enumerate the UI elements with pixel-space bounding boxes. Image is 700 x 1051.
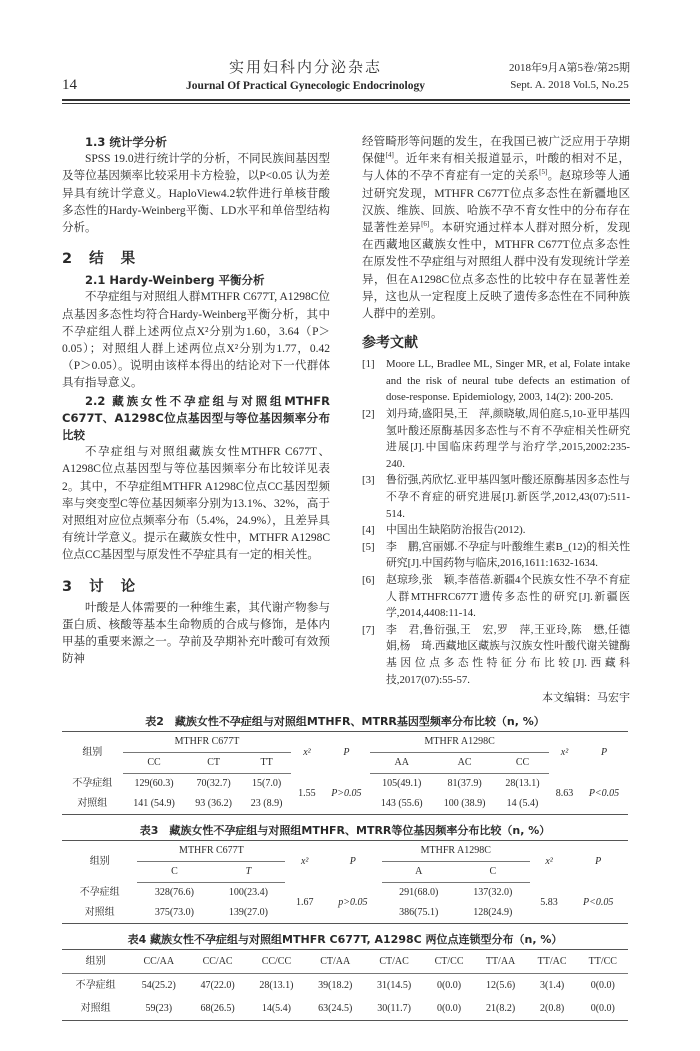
table-title: 表4 藏族女性不孕症组与对照组MTHFR C677T, A1298C 两位点连锁型分布（n, %） xyxy=(127,933,563,947)
table-row xyxy=(62,774,628,795)
journal-title-cn: 实用妇科内分泌杂志 xyxy=(228,60,382,76)
table-cell: 328(76.6) xyxy=(154,887,194,899)
row-group-label: 不孕症组 xyxy=(72,777,113,789)
table-cell: 14 (5.4) xyxy=(506,798,539,810)
section-2-title: 2 结 果 xyxy=(62,251,142,268)
table-cell: 3(1.4) xyxy=(539,979,565,991)
column-header: CT/AA xyxy=(306,950,365,974)
reference-number: [3] xyxy=(362,474,375,487)
section-1-3-title: 1.3 统计学分析 xyxy=(85,135,167,149)
table-cell: 0(0.0) xyxy=(436,1002,462,1014)
table-cell: 30(11.7) xyxy=(377,1002,411,1014)
reference-text: 刘丹琦,盛阳昊,王 萍,颜晓敏,周伯庭.5,10-亚甲基四氢叶酸还原酶基因多态性与不育不孕症相关性研究进展[J].中国临床药理学与治疗学,2015,2002:235-240. xyxy=(386,408,630,470)
table-cell: 100(23.4) xyxy=(228,887,269,899)
table-cell: 15(7.0) xyxy=(252,778,282,790)
p-value: P<0.05 xyxy=(582,896,614,908)
table-cell: 137(32.0) xyxy=(473,887,513,899)
table-2 xyxy=(62,714,628,815)
table-grid xyxy=(62,840,628,924)
reference-text: 鲁衍强,芮欣忆.亚甲基四氢叶酸还原酶基因多态性与不孕不育症的研究进展[J].新医学,2012,43(07):511-514. xyxy=(386,474,630,520)
table-cell: 14(5.4) xyxy=(261,1002,292,1014)
column-header: TT/CC xyxy=(578,950,628,974)
table-cell: 375(73.0) xyxy=(154,907,194,919)
reference-item xyxy=(362,572,630,622)
column-header-locus: MTHFR A1298C xyxy=(382,841,530,862)
column-header-chi-square: x² xyxy=(303,746,311,758)
table-cell: 0(0.0) xyxy=(590,979,615,991)
reference-item xyxy=(362,539,630,572)
reference-item xyxy=(362,522,630,539)
table-header-row xyxy=(62,950,628,974)
references-title: 参考文献 xyxy=(362,335,418,352)
reference-list xyxy=(362,356,630,688)
column-header-chi-square: x² xyxy=(545,855,553,867)
table-cell: 59(23) xyxy=(145,1002,173,1014)
reference-text: 赵琼珍,张 颖,李蓓蓓.新疆4个民族女性不孕不育症人群MTHFRC677T遗传多态性的研究[J].新疆医学,2014,4408:11-14. xyxy=(386,573,630,620)
row-group-label: 不孕症组 xyxy=(79,886,120,898)
column-header-p: P xyxy=(600,746,608,758)
running-header xyxy=(62,58,630,101)
column-header: TT/AC xyxy=(527,950,578,974)
section-3-paragraph: 叶酸是人体需要的一种维生素，其代谢产物参与蛋白质、核酸等基本生命物质的合成与修饰，是体内甲基的重要来源之一。孕前及孕期补充叶酸可有效预防神 xyxy=(62,601,330,666)
column-header-genotype: AA xyxy=(370,753,433,774)
table-header-row xyxy=(62,841,628,862)
table-cell: 21(8.2) xyxy=(485,1002,516,1014)
column-header: TT/AA xyxy=(475,950,527,974)
table-cell: 139(27.0) xyxy=(228,907,269,919)
section-2-1-paragraph: 不孕症组与对照组人群MTHFR C677T, A1298C位点基因多态性均符合Hardy-Weinberg平衡分析，其中不孕症组人群上述两位点X²分别为1.60，3.64（P＞0.05）；对照组人群上述两位点X²分别为1.77，0.42（P＞0.05）。说明由该样本得出的结论对下一代群体具有指导意义。 xyxy=(62,291,330,390)
reference-item xyxy=(362,622,630,688)
text: 经管畸形等问题的发生，在我国已被广泛应用于孕期保健 xyxy=(362,136,630,166)
reference-text: 李 君,鲁衍强,王 宏,罗 萍,王亚玲,陈 懋,任德娟,杨 琦.西藏地区藏族与汉族女性叶酸代谢关键酶基因位点多态性特征分布比较[J].西藏科技,2017(07):55-57. xyxy=(386,623,630,686)
header-rule-thin xyxy=(62,103,630,104)
table-cell: 70(32.7) xyxy=(196,778,231,790)
table-cell: 31(14.5) xyxy=(377,979,412,991)
row-group-label: 对照组 xyxy=(84,907,115,919)
table-row xyxy=(62,974,628,998)
reference-number: [6] xyxy=(362,573,375,586)
column-header-chi-square: x² xyxy=(560,746,569,758)
table-cell: 129(60.3) xyxy=(134,778,174,790)
chi-square-value: 1.67 xyxy=(295,896,314,908)
reference-number: [4] xyxy=(362,524,375,537)
table-cell: 141 (54.9) xyxy=(133,798,175,810)
journal-title-block xyxy=(102,58,509,94)
table-cell: 0(0.0) xyxy=(590,1002,615,1014)
column-header-genotype: C xyxy=(137,862,211,883)
table-title: 表2 藏族女性不孕症组与对照组MTHFR、MTRR基因型频率分布比较（n, %） xyxy=(145,715,545,729)
editor-credit: 本文编辑：马宏宇 xyxy=(542,692,630,705)
column-header-genotype: C xyxy=(456,862,530,883)
text: 。本研究通过样本人群对照分析，发现在西藏地区藏族女性中，MTHFR C677T位点多态性在原发性不孕症组与对照组人群中没有发现统计学差异，但在A1298C位点多态性的比较中存在显著性差异，这也从一定程度上反映了遗传多态性在不同种族人群中的差别。 xyxy=(362,222,631,321)
p-value: p>0.05 xyxy=(338,896,368,908)
journal-title-en: Journal Of Practical Gynecologic Endocrinology xyxy=(186,80,425,92)
section-2-1-title: 2.1 Hardy-Weinberg 平衡分析 xyxy=(85,273,265,288)
text: 。近年来有相关报道显示，叶酸的相对不足，与人体的不孕不育症有一定的关系 xyxy=(362,153,631,183)
left-column xyxy=(62,134,330,706)
table-cell: 386(75.1) xyxy=(399,907,439,919)
text: 。赵琼珍等人通过研究发现，MTHFR C677T位点多态性在新疆地区汉族、维族、回族、哈族不孕不育女性中的分布存在显著性差异 xyxy=(362,170,630,235)
citation[interactable]: [5] xyxy=(539,168,548,177)
section-2-2-title: 2.2 藏族女性不孕症组与对照组MTHFR C677T、A1298C位点基因型与等位基因频率分布比较 xyxy=(62,393,330,443)
issue-info-cn: 2018年9月A第5卷/第25期 xyxy=(509,62,630,74)
column-header-p: P xyxy=(595,855,602,867)
column-header: CC/AA xyxy=(129,950,188,974)
section-3-title: 3 讨 论 xyxy=(62,578,142,595)
right-column xyxy=(362,134,630,706)
column-header-locus: MTHFR C677T xyxy=(137,841,285,862)
table-cell: 39(18.2) xyxy=(318,979,353,991)
table-3 xyxy=(62,823,628,924)
reference-number: [1] xyxy=(362,358,375,371)
reference-item xyxy=(362,472,630,522)
reference-text: Moore LL, Bradlee ML, Singer MR, et al, Folate intake and the risk of neural tube defects an estimation of dose-response. Epidemiology, 2003, 14(2): 200-205. xyxy=(386,358,630,404)
column-header-genotype: CT xyxy=(185,753,241,774)
section-1-3-paragraph: SPSS 19.0进行统计学的分析，不同民族间基因型及等位基因频率比较采用卡方检验，以P<0.05 认为差异具有统计学意义。HaploView4.2软件进行单核苷酸多态性的Hardy-Weinberg平衡、LD水平和单倍型结构分析。 xyxy=(62,153,330,235)
citation[interactable]: [4] xyxy=(385,151,394,160)
issue-info xyxy=(509,60,630,94)
column-header-group: 组别 xyxy=(89,855,110,867)
table-cell: 291(68.0) xyxy=(399,887,439,899)
table-title: 表3 藏族女性不孕症组与对照组MTHFR、MTRR等位基因频率分布比较（n, %） xyxy=(139,824,551,838)
column-header: CC/AC xyxy=(188,950,247,974)
column-header-locus: MTHFR A1298C xyxy=(370,732,549,753)
table-cell: 93 (36.2) xyxy=(195,798,232,810)
table-grid xyxy=(62,949,628,1021)
table-cell: 28(13.1) xyxy=(259,979,294,991)
column-header-p: P xyxy=(349,855,356,867)
column-header-locus: MTHFR C677T xyxy=(123,732,292,753)
table-cell: 105(49.1) xyxy=(382,778,422,790)
row-group-label: 不孕症组 xyxy=(75,979,116,991)
reference-number: [2] xyxy=(362,408,375,421)
reference-number: [7] xyxy=(362,623,375,636)
citation[interactable]: [6] xyxy=(421,220,430,229)
body-columns xyxy=(62,134,630,706)
row-group-label: 对照组 xyxy=(77,798,108,810)
table-cell: 63(24.5) xyxy=(318,1002,353,1014)
column-header-genotype: T xyxy=(211,862,285,883)
table-cell: 128(24.9) xyxy=(473,907,513,919)
column-header-genotype: CC xyxy=(123,753,186,774)
column-header: CC/CC xyxy=(247,950,306,974)
table-cell: 54(25.2) xyxy=(141,979,176,991)
column-header: 组别 xyxy=(62,950,129,974)
column-header-group: 组别 xyxy=(82,746,103,758)
reference-text: 李 鹏,宫丽娜.不孕症与叶酸维生素B_(12)的相关性研究[J].中国药物与临床,2016,1611:1632-1634. xyxy=(386,540,630,570)
reference-text: 中国出生缺陷防治报告(2012). xyxy=(386,524,526,537)
column-header-genotype: A xyxy=(382,862,456,883)
column-header-p: P xyxy=(343,746,350,758)
table-cell: 2(0.8) xyxy=(539,1002,565,1014)
column-header-genotype: AC xyxy=(433,753,496,774)
table-cell: 81(37.9) xyxy=(447,778,482,790)
table-cell: 143 (55.6) xyxy=(380,798,423,810)
table-cell: 47(22.0) xyxy=(200,979,235,991)
chi-square-value: 8.63 xyxy=(555,787,574,799)
row-group-label: 对照组 xyxy=(80,1002,111,1014)
table-cell: 0(0.0) xyxy=(436,979,462,991)
table-row xyxy=(62,883,628,904)
reference-item xyxy=(362,356,630,406)
column-header: CT/CC xyxy=(424,950,475,974)
reference-item xyxy=(362,406,630,472)
section-2-2-paragraph: 不孕症组与对照组藏族女性MTHFR C677T、A1298C位点基因型与等位基因频率分布比较详见表2。其中，不孕症组MTHFR A1298C位点CC基因型频率与突变型C等位基因频率分别为13.1%、32%，高于对照组对应位点频率分布（5.4%，24.9%），且差异具有统计学意义。提示在藏族女性中，MTHFR A1298C位点CC基因型与原发性不孕症具有一定的相关性。 xyxy=(62,446,330,562)
table-grid xyxy=(62,731,628,815)
table-cell: 100 (38.9) xyxy=(443,798,486,810)
table-cell: 23 (8.9) xyxy=(250,798,283,810)
column-header-genotype: TT xyxy=(242,753,292,774)
chi-square-value: 1.55 xyxy=(298,787,316,799)
issue-info-en: Sept. A. 2018 Vol.5, No.25 xyxy=(510,79,629,91)
reference-number: [5] xyxy=(362,540,375,553)
discussion-continued-paragraph xyxy=(362,134,630,323)
column-header: CT/AC xyxy=(365,950,424,974)
table-4 xyxy=(62,932,628,1021)
p-value: P<0.05 xyxy=(588,787,620,799)
table-header-row xyxy=(62,732,628,753)
chi-square-value: 5.83 xyxy=(540,896,558,908)
p-value: P>0.05 xyxy=(331,787,362,799)
column-header-genotype: CC xyxy=(496,753,549,774)
table-cell: 28(13.1) xyxy=(505,778,540,790)
page-number: 14 xyxy=(62,77,77,93)
table-cell: 12(5.6) xyxy=(485,979,516,991)
table-row xyxy=(62,997,628,1021)
column-header-chi-square: x² xyxy=(300,855,309,867)
table-cell: 68(26.5) xyxy=(200,1002,235,1014)
